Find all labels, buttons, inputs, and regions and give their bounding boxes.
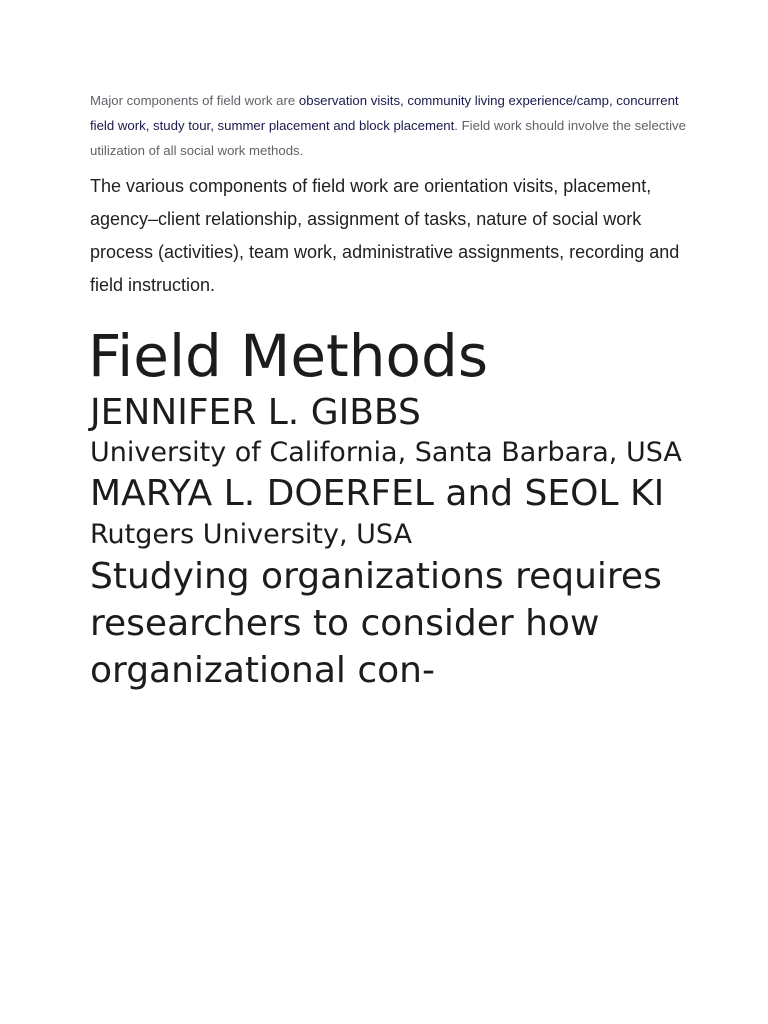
components-paragraph: The various components of field work are orientation visits, placement, agency–client relationship, assignment of tasks, nature of social work process (activities), team work, administrative assignments, recording and field instruction. — [90, 176, 680, 295]
author-name-2: MARYA L. DOERFEL and SEOL KI — [90, 473, 665, 514]
author-affiliation-1: University of California, Santa Barbara, USA — [90, 437, 682, 468]
intro-suffix: . Field work should involve the selective utilization of all social work methods. — [90, 118, 686, 158]
intro-snippet — [90, 88, 690, 163]
author-name-1: JENNIFER L. GIBBS — [90, 392, 421, 433]
author-affiliation-2: Rutgers University, USA — [90, 519, 412, 550]
abstract-text: Studying organizations requires researchers to consider how organizational con- — [90, 556, 662, 691]
intro-highlight: observation visits, community living experience/camp, concurrent field work, study tour, summer placement and block placement — [90, 93, 679, 133]
paper-title: Field Methods — [88, 322, 489, 390]
document-page — [90, 88, 690, 694]
intro-prefix: Major components of field work are — [90, 93, 299, 108]
